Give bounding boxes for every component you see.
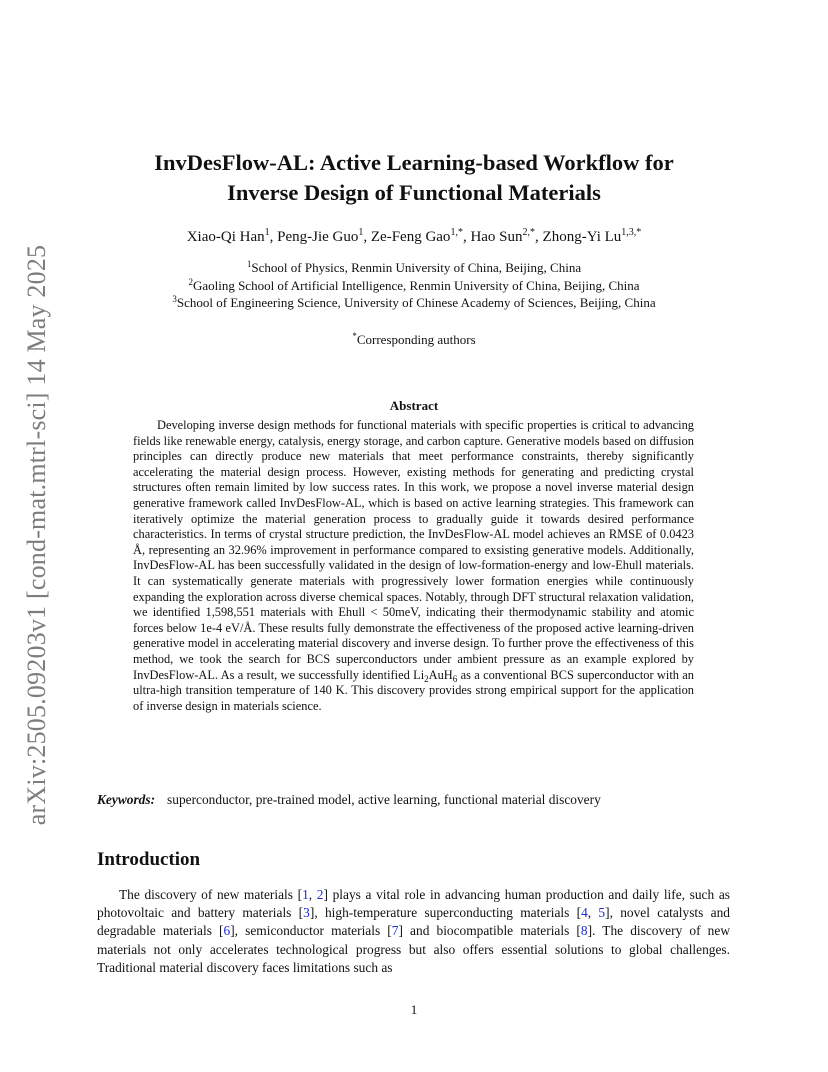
corresponding-text: Corresponding authors (356, 332, 476, 347)
arxiv-identifier: arXiv:2505.09203v1 [cond-mat.mtrl-sci] 14 May 2025 (22, 244, 51, 826)
abstract-text (133, 418, 694, 714)
author: Peng-Jie Guo (277, 229, 359, 245)
citation-link[interactable]: 8 (580, 923, 588, 939)
introduction-text: ], high-temperature superconducting materials [ (309, 905, 582, 921)
author-affiliation-mark: 2,* (522, 227, 536, 238)
formula-element: Li (413, 667, 425, 682)
author-affiliation-mark: 1,* (450, 227, 463, 238)
citation-link[interactable]: 6 (223, 923, 231, 939)
author-list: Xiao-Qi Han$^1$, Peng-Jie Guo$^1$, Ze-Feng Gao$^{1,*}$, Hao Sun$^{2,*}$, Zhong-Yi $Lu^{1,3,*}$ (186, 227, 642, 245)
author-affiliation-mark: 1 (264, 227, 270, 238)
citation-link[interactable]: 5 (598, 905, 606, 921)
introduction-text: , (587, 905, 599, 921)
citation-link[interactable]: 1 (302, 887, 309, 902)
affiliation-text: School of Physics, Renmin University of China, Beijing, China (251, 260, 582, 275)
affiliation-list (0, 259, 828, 312)
author: Xiao-Qi Han (186, 229, 265, 245)
introduction-text: ], semiconductor materials [ (230, 923, 392, 939)
keywords-label: Keywords: (97, 792, 156, 807)
introduction-text: ] plays a vital role in advancing human production and daily life, such as photovoltaic and battery materials [ (97, 887, 730, 921)
author: Zhong-Yi Lu (542, 229, 622, 245)
affiliation (0, 277, 828, 295)
citation-link[interactable]: 3 (303, 905, 310, 921)
introduction-text: ] and biocompatible materials [ (398, 923, 581, 939)
formula-subscript: 2 (424, 673, 429, 684)
citation-link[interactable]: 4 (581, 905, 588, 921)
introduction-text: The discovery of new materials [ (119, 887, 303, 902)
title-line-1: InvDesFlow-AL: Active Learning-based Workflow for (154, 150, 674, 175)
keywords-text: superconductor, pre-trained model, active learning, functional material discovery (167, 792, 601, 807)
introduction-text: ], novel catalysts and degradable materials [ (97, 905, 730, 939)
author-affiliation-mark: 1,3,* (621, 227, 642, 238)
paper-title (0, 148, 828, 208)
citation-link[interactable]: 2 (316, 887, 324, 902)
introduction-text: ]. The discovery of new materials not only accelerates technological progress but also offers essential solutions to global challenges. Traditional material discovery faces limitations such as (97, 923, 730, 975)
author: Ze-Feng Gao (370, 229, 451, 245)
corresponding-authors-note (0, 332, 828, 348)
page-number: 1 (410, 1002, 418, 1017)
affiliation-mark: 2 (188, 276, 193, 287)
introduction-paragraph (97, 886, 730, 977)
formula-subscript: 6 (452, 673, 458, 684)
corresponding-mark: * (352, 331, 357, 341)
section-heading-introduction: Introduction (97, 849, 201, 870)
affiliation (0, 294, 828, 312)
abstract-text-part-1: Developing inverse design methods for functional materials with specific properties is critical to advancing fields like renewable energy, catalysis, energy storage, and carbon capture. Generative models based on diffusion principles can directly produce new materials that meet performance constraints, thereby significantly accelerating the material design process. However, existing methods for generating and predicting crystal structures often remain limited by low success rates. In this work, we propose a novel inverse material design generative framework called InvDesFlow-AL, which is based on active learning strategies. This framework can iteratively optimize the material generation process to gradually guide it towards desired performance characteristics. In terms of crystal structure prediction, the InvDesFlow-AL model achieves an RMSE of 0.0423 Å, representing an 32.96% improvement in performance compared to exsisting generative models. Additionally, InvDesFlow-AL has been successfully validated in the design of low-formation-energy and low-Ehull materials. It can systematically generate materials with progressively lower formation energies while continuously expanding the exploration across diverse chemical spaces. Notably, through DFT structural relaxation validation, we identified 1,598,551 materials with Ehull < 50meV, indicating their thermodynamic stability and atomic forces below 1e-4 eV/Å. These results fully demonstrate the effectiveness of the proposed active learning-driven generative model in accelerating material discovery and inverse design. To further prove the effectiveness of this method, we took the search for BCS superconductors under ambient pressure as an example explored by InvDesFlow-AL. As a result, we successfully identified (133, 418, 694, 682)
citation-link[interactable]: 7 (391, 923, 399, 939)
affiliation-text: School of Engineering Science, University of Chinese Academy of Sciences, Beijing, China (176, 295, 656, 310)
affiliation-mark: 1 (246, 259, 252, 269)
chemical-formula (413, 668, 457, 682)
introduction-text: , (308, 887, 317, 902)
author: Hao Sun (470, 229, 523, 245)
affiliation-text: Gaoling School of Artificial Intelligence, Renmin University of China, Beijing, China (192, 277, 640, 293)
formula-element: AuH (428, 667, 453, 682)
keywords (97, 792, 737, 808)
affiliation-mark: 3 (172, 294, 177, 304)
abstract-heading: Abstract (389, 398, 439, 413)
abstract-text-part-2: as a conventional BCS superconductor with an ultra-high transition temperature of 140 K. This discovery provides strong empirical support for the application of inverse design in materials science. (133, 667, 694, 713)
title-line-2: Inverse Design of Functional Materials (227, 180, 601, 205)
affiliation (0, 259, 828, 277)
author-affiliation-mark: 1 (358, 227, 364, 238)
